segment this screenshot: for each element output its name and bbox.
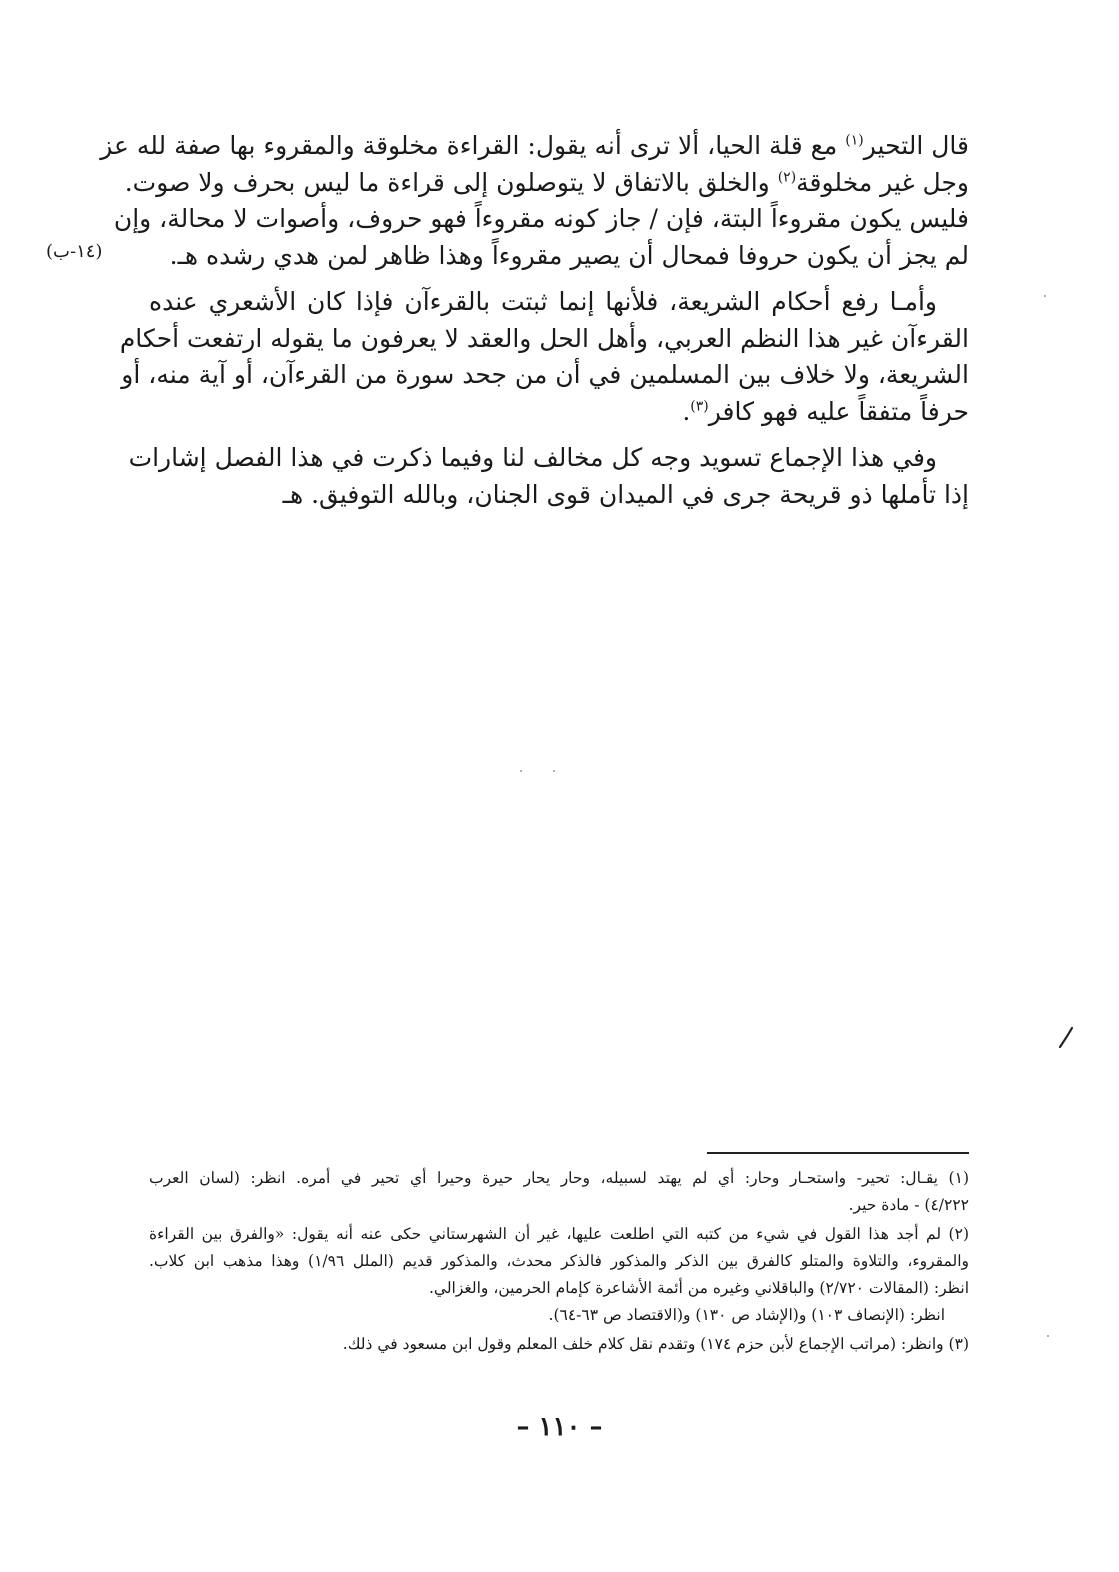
footnote-1 bbox=[149, 1165, 969, 1219]
text-line: حرفاً متفقاً عليه فهو كافر$^{(٣)}$. bbox=[682, 396, 969, 426]
footnote-line: والمقروء، والتلاوة والمتلو كالفرق بين الذكر والمذكور فالذكر محدث، والمذكور قديم (الملل ١/٩٦) وهذا مذهب ابن كلاب. bbox=[149, 1252, 969, 1270]
paragraph-3 bbox=[128, 440, 969, 513]
scan-speck bbox=[520, 770, 522, 772]
footnotes bbox=[149, 1165, 969, 1358]
paragraph-2 bbox=[119, 284, 969, 430]
footnote-line: (٣) وانظر: (مراتب الإجماع لأبن حزم ١٧٤) وتقدم نقل كلام خلف المعلم وقول ابن مسعود في ذلك. bbox=[342, 1335, 969, 1353]
paragraph-1 bbox=[100, 128, 969, 274]
main-text-body bbox=[100, 128, 969, 513]
page-number: – ١١٠ – bbox=[516, 1412, 603, 1442]
footnote-ref: (١) bbox=[845, 132, 864, 149]
scan-speck bbox=[1047, 1335, 1049, 1337]
manuscript-folio-note: (١٤-ب) bbox=[46, 241, 103, 262]
footnote-line: ٤/٢٢٢) - مادة حير. bbox=[848, 1196, 969, 1214]
footnote-ref: (٣) bbox=[690, 398, 709, 415]
footnote-3 bbox=[149, 1331, 969, 1358]
footnote-line: انظر: (المقالات ٢/٧٢٠) والباقلاني وغيره من أئمة الأشاعرة كإمام الحرمين، والغزالي. bbox=[428, 1279, 969, 1297]
scan-speck bbox=[553, 770, 555, 772]
pen-mark-icon bbox=[1054, 1025, 1080, 1051]
footnote-ref: (٢) bbox=[777, 169, 797, 186]
text-line: لم يجز أن يكون حروفا فمحال أن يصير مقروءاً وهذا ظاهر لمن هدي رشده هـ. bbox=[169, 240, 969, 270]
text-line: إذا تأملها ذو قريحة جرى في الميدان قوى الجنان، وبالله التوفيق. هـ bbox=[282, 479, 969, 509]
footnote-line: (١) يقـال: تحير- واستحـار وحار: أي لم يهتد لسبيله، وحار يحار حيرة وحيرا أي تحير في أمره. انظر: (لسان العرب bbox=[149, 1169, 969, 1187]
footnote-2 bbox=[149, 1221, 969, 1329]
text-line: وفي هذا الإجماع تسويد وجه كل مخالف لنا وفيما ذكرت في هذا الفصل إشارات bbox=[128, 443, 937, 472]
text-line: القرءآن غير هذا النظم العربي، وأهل الحل والعقد لا يعرفون ما يقوله ارتفعت أحكام bbox=[119, 323, 969, 353]
text-line: قال التحير$^{(١)}$ مع قلة الحيا، ألا ترى أنه يقول: القراءة مخلوقة والمقروء بها صفة لله عز bbox=[100, 131, 969, 160]
text-line: فليس يكون مقروءاً البتة، فإن / جاز كونه مقروءاً فهو حروف، وأصوات لا محالة، وإن bbox=[113, 204, 969, 233]
scan-speck bbox=[1044, 295, 1046, 297]
footnote-line: انظر: (الإنصاف ١٠٣) و(الإشاد ص ١٣٠) و(الاقتصاد ص ٦٣-٦٤). bbox=[548, 1306, 945, 1324]
footnote-divider bbox=[707, 1152, 969, 1154]
footnote-line: (٢) لم أجد هذا القول في شيء من كتبه التي اطلعت عليها، غير أن الشهرستاني حكى عنه أنه يقول: «والفرق بين القراءة bbox=[149, 1225, 969, 1243]
text-line: وأمـا رفع أحكام الشريعة، فلأنها إنما ثبتت بالقرءآن فإذا كان الأشعري عنده bbox=[149, 287, 937, 316]
text-line: الشريعة، ولا خلاف بين المسلمين في أن من جحد سورة من القرءآن، أو آية منه، أو bbox=[121, 360, 969, 389]
text-line: وجل غير مخلوقة$^{(٢)}$ والخلق بالاتفاق لا يتوصلون إلى قراءة ما ليس بحرف ولا صوت. bbox=[124, 167, 969, 197]
